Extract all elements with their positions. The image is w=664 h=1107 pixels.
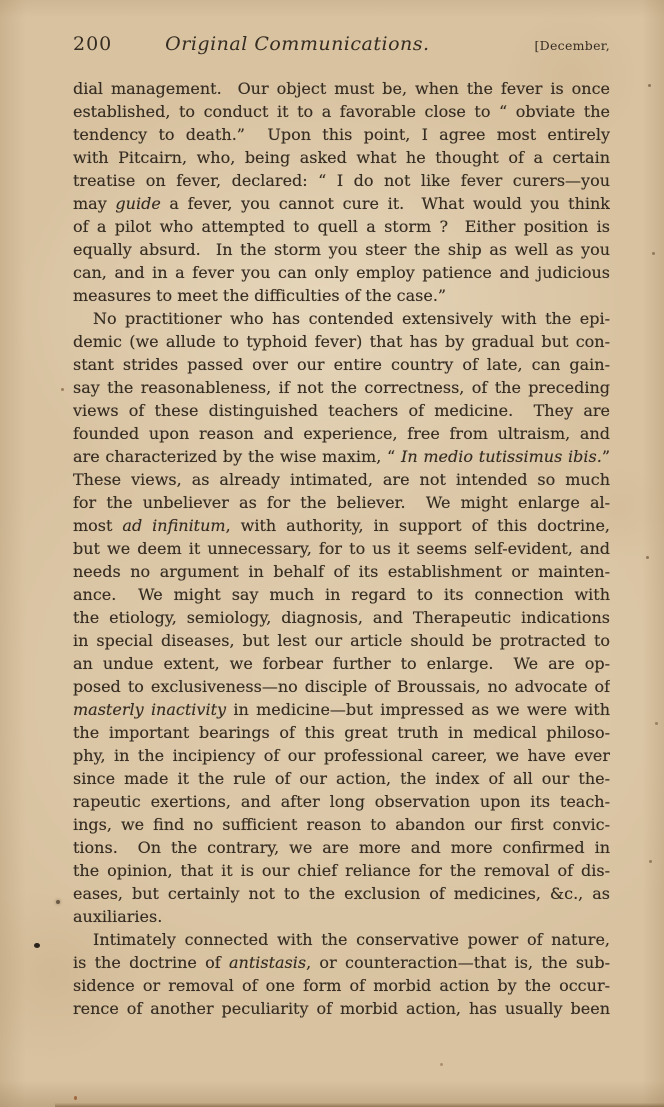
text-line: eases, but certainly not to the exclusion of medicines, &c., as (73, 884, 610, 903)
text-line: since made it the rule of our action, the index of all our the- (73, 769, 610, 788)
text-line: ance. We might say much in regard to its connection with (73, 585, 610, 604)
text-line: needs no argument in behalf of its establishment or mainten- (73, 562, 610, 581)
ink-speck (646, 556, 649, 559)
paragraph (73, 307, 610, 928)
text-line: These views, as already intimated, are not intended so much (73, 470, 610, 489)
text-line: for the unbeliever as for the believer. We might enlarge al- (73, 493, 610, 512)
text-line: most ad infinitum, with authority, in support of this doctrine, (73, 516, 610, 535)
text-line: demic (we allude to typhoid fever) that has by gradual but con- (73, 332, 610, 351)
text-line: the opinion, that it is our chief reliance for the removal of dis- (73, 861, 610, 880)
text-line: rapeutic exertions, and after long observation upon its teach- (73, 792, 610, 811)
text-line: but we deem it unnecessary, for to us it seems self-evident, and (73, 539, 610, 558)
text-line: auxiliaries. (73, 907, 163, 926)
ink-speck (440, 1063, 443, 1066)
ink-speck (61, 388, 64, 391)
ink-speck (34, 943, 40, 948)
text-line: founded upon reason and experience, free from ultraism, and (73, 424, 610, 443)
text-line: say the reasonableness, if not the correctness, of the preceding (73, 378, 610, 397)
text-line: is the doctrine of antistasis, or counteraction—that is, the sub- (73, 953, 610, 972)
ink-speck (74, 1096, 77, 1100)
text-line: with Pitcairn, who, being asked what he thought of a certain (73, 148, 610, 167)
text-line: ings, we find no sufficient reason to abandon our first convic- (73, 815, 610, 834)
text-line: No practitioner who has contended extensively with the epi- (93, 309, 610, 328)
page-bottom-edge (55, 1103, 664, 1107)
text-line: sidence or removal of one form of morbid action by the occur- (73, 976, 610, 995)
text-line: rence of another peculiarity of morbid action, has usually been (73, 999, 610, 1018)
text-block (73, 77, 610, 1020)
text-line: tendency to death.” Upon this point, I agree most entirely (73, 125, 610, 144)
running-title: Original Communications. (165, 33, 430, 55)
text-line: posed to exclusiveness—no disciple of Broussais, no advocate of (73, 677, 610, 696)
text-line: views of these distinguished teachers of medicine. They are (73, 401, 610, 420)
text-line: measures to meet the difficulties of the case.” (73, 286, 447, 305)
page-header (73, 33, 610, 55)
text-line: the etiology, semiology, diagnosis, and Therapeutic indications (73, 608, 610, 627)
text-line: Intimately connected with the conservative power of nature, (93, 930, 610, 949)
issue-label: [December, (534, 38, 610, 53)
text-line: equally absurd. In the storm you steer the ship as well as you (73, 240, 610, 259)
text-line: tions. On the contrary, we are more and more confirmed in (73, 838, 610, 857)
text-line: are characterized by the wise maxim, “ In medio tutissimus ibis.” (73, 447, 610, 466)
text-line: dial management. Our object must be, when the fever is once (73, 79, 610, 98)
text-line: established, to conduct it to a favorable close to “ obviate the (73, 102, 610, 121)
text-line: may guide a fever, you cannot cure it. What would you think (73, 194, 610, 213)
ink-speck (652, 252, 655, 255)
ink-speck (56, 900, 60, 904)
text-line: treatise on fever, declared: “ I do not like fever curers—you (73, 171, 610, 190)
text-line: can, and in a fever you can only employ patience and judicious (73, 263, 610, 282)
paragraph (73, 928, 610, 1020)
text-line: phy, in the incipiency of our professional career, we have ever (73, 746, 610, 765)
ink-speck (655, 722, 658, 725)
paragraph (73, 77, 610, 307)
ink-speck (649, 860, 652, 863)
text-line: stant strides passed over our entire country of late, can gain- (73, 355, 610, 374)
text-line: masterly inactivity in medicine—but impressed as we were with (73, 700, 610, 719)
text-line: the important bearings of this great truth in medical philoso- (73, 723, 610, 742)
text-line: in special diseases, but lest our article should be protracted to (73, 631, 610, 650)
ink-speck (648, 84, 651, 87)
text-line: of a pilot who attempted to quell a storm ? Either position is (73, 217, 610, 236)
text-line: an undue extent, we forbear further to enlarge. We are op- (73, 654, 610, 673)
page-number: 200 (73, 33, 113, 55)
